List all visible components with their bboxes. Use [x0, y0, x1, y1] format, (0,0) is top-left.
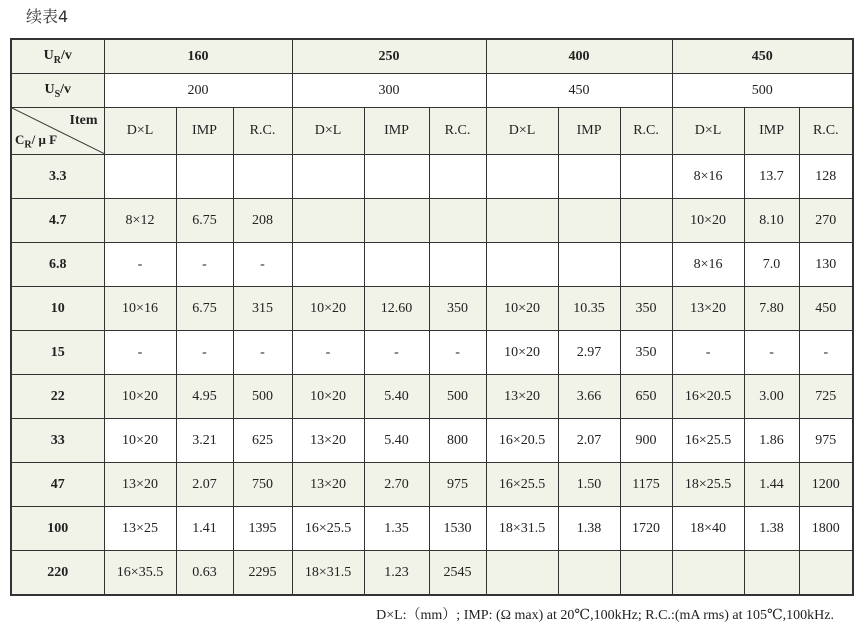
subcolumn-header: IMP: [558, 108, 620, 155]
capacitance-cell: 15: [11, 331, 104, 375]
data-cell: 2295: [233, 551, 292, 596]
subcolumn-header: R.C.: [429, 108, 486, 155]
data-cell: 500: [233, 375, 292, 419]
capacitance-cell: 220: [11, 551, 104, 596]
table-row: [11, 243, 853, 287]
data-cell: 350: [620, 331, 672, 375]
data-cell: 1175: [620, 463, 672, 507]
subcolumn-header: R.C.: [799, 108, 853, 155]
data-cell: 2.70: [364, 463, 429, 507]
item-label: Item: [69, 113, 98, 128]
data-cell: 1720: [620, 507, 672, 551]
data-cell: [176, 155, 233, 199]
data-cell: 270: [799, 199, 853, 243]
data-cell: [620, 155, 672, 199]
data-cell: -: [292, 331, 364, 375]
ur-value: 400: [486, 39, 672, 74]
data-cell: [429, 199, 486, 243]
data-cell: 16×35.5: [104, 551, 176, 596]
subcolumn-header: IMP: [176, 108, 233, 155]
data-cell: 1200: [799, 463, 853, 507]
data-cell: 8×16: [672, 243, 744, 287]
data-cell: 16×20.5: [486, 419, 558, 463]
data-cell: 500: [429, 375, 486, 419]
data-cell: [104, 155, 176, 199]
data-cell: 1395: [233, 507, 292, 551]
data-cell: [799, 551, 853, 596]
subcolumn-header: D×L: [104, 108, 176, 155]
data-cell: 350: [429, 287, 486, 331]
capacitance-cell: 100: [11, 507, 104, 551]
data-cell: 2.07: [558, 419, 620, 463]
data-cell: 0.63: [176, 551, 233, 596]
data-cell: 10×20: [486, 287, 558, 331]
data-cell: 2.07: [176, 463, 233, 507]
spec-table: [10, 38, 854, 596]
table-row: [11, 375, 853, 419]
data-cell: [620, 243, 672, 287]
data-cell: -: [176, 331, 233, 375]
capacitance-cell: 3.3: [11, 155, 104, 199]
data-cell: 2.97: [558, 331, 620, 375]
data-cell: 1.41: [176, 507, 233, 551]
us-value: 300: [292, 74, 486, 108]
data-cell: -: [233, 331, 292, 375]
data-cell: 1530: [429, 507, 486, 551]
data-cell: 7.80: [744, 287, 799, 331]
subcolumn-header: R.C.: [233, 108, 292, 155]
data-cell: 12.60: [364, 287, 429, 331]
data-cell: 16×25.5: [672, 419, 744, 463]
table-caption: 续表4: [26, 7, 69, 26]
data-cell: 800: [429, 419, 486, 463]
data-cell: 18×40: [672, 507, 744, 551]
data-cell: 975: [799, 419, 853, 463]
data-cell: 13×20: [486, 375, 558, 419]
capacitance-cell: 22: [11, 375, 104, 419]
table-row: [11, 419, 853, 463]
data-cell: [558, 199, 620, 243]
capacitance-cell: 10: [11, 287, 104, 331]
data-cell: 13×20: [292, 419, 364, 463]
data-cell: 5.40: [364, 419, 429, 463]
data-cell: 10×16: [104, 287, 176, 331]
data-cell: 5.40: [364, 375, 429, 419]
table-row: [11, 155, 853, 199]
data-cell: -: [799, 331, 853, 375]
us-value: 500: [672, 74, 853, 108]
data-cell: [364, 243, 429, 287]
data-cell: [292, 155, 364, 199]
data-cell: 975: [429, 463, 486, 507]
data-cell: -: [744, 331, 799, 375]
us-label: $U_S/v$: [11, 74, 104, 108]
data-cell: 16×25.5: [486, 463, 558, 507]
capacitance-cell: 6.8: [11, 243, 104, 287]
data-cell: -: [176, 243, 233, 287]
data-cell: [486, 243, 558, 287]
data-cell: 6.75: [176, 199, 233, 243]
data-cell: -: [233, 243, 292, 287]
data-cell: 1.35: [364, 507, 429, 551]
capacitance-cell: 33: [11, 419, 104, 463]
data-cell: 10×20: [104, 419, 176, 463]
data-cell: 350: [620, 287, 672, 331]
ur-value: 450: [672, 39, 853, 74]
data-cell: 7.0: [744, 243, 799, 287]
subcolumn-header: D×L: [486, 108, 558, 155]
data-cell: [429, 243, 486, 287]
table-row: [11, 551, 853, 596]
data-cell: 8×12: [104, 199, 176, 243]
data-cell: [744, 551, 799, 596]
data-cell: 315: [233, 287, 292, 331]
data-cell: 6.75: [176, 287, 233, 331]
data-cell: 3.21: [176, 419, 233, 463]
data-cell: 4.95: [176, 375, 233, 419]
data-cell: 10×20: [292, 287, 364, 331]
table-row: [11, 331, 853, 375]
data-cell: [364, 199, 429, 243]
table-row: [11, 507, 853, 551]
subcolumn-header: IMP: [364, 108, 429, 155]
table-row: [11, 463, 853, 507]
data-cell: 2545: [429, 551, 486, 596]
data-cell: 1.38: [744, 507, 799, 551]
data-cell: [672, 551, 744, 596]
diagonal-header-cell: [11, 108, 104, 155]
data-cell: 1800: [799, 507, 853, 551]
data-cell: [292, 243, 364, 287]
data-cell: 750: [233, 463, 292, 507]
capacitance-cell: 47: [11, 463, 104, 507]
data-cell: -: [104, 243, 176, 287]
data-cell: -: [429, 331, 486, 375]
data-cell: 13.7: [744, 155, 799, 199]
us-value: 450: [486, 74, 672, 108]
data-cell: [558, 551, 620, 596]
capacitance-cell: 4.7: [11, 199, 104, 243]
data-cell: 1.44: [744, 463, 799, 507]
data-cell: 10×20: [486, 331, 558, 375]
item-header-row: [11, 108, 853, 155]
data-cell: 13×20: [292, 463, 364, 507]
data-cell: 1.86: [744, 419, 799, 463]
data-cell: [620, 199, 672, 243]
capacitance-label: $C_R/$ μ F: [15, 132, 58, 151]
data-cell: 650: [620, 375, 672, 419]
data-cell: 1.38: [558, 507, 620, 551]
table-row: [11, 199, 853, 243]
subcolumn-header: D×L: [672, 108, 744, 155]
data-cell: 18×25.5: [672, 463, 744, 507]
data-cell: 1.23: [364, 551, 429, 596]
data-cell: 10×20: [672, 199, 744, 243]
data-cell: [558, 243, 620, 287]
data-cell: [233, 155, 292, 199]
data-cell: 8.10: [744, 199, 799, 243]
subcolumn-header: IMP: [744, 108, 799, 155]
data-cell: 13×20: [672, 287, 744, 331]
subcolumn-header: D×L: [292, 108, 364, 155]
data-cell: [558, 155, 620, 199]
us-value: 200: [104, 74, 292, 108]
data-cell: -: [104, 331, 176, 375]
data-cell: 128: [799, 155, 853, 199]
data-cell: [486, 551, 558, 596]
data-cell: 208: [233, 199, 292, 243]
data-cell: 450: [799, 287, 853, 331]
data-cell: [620, 551, 672, 596]
subcolumn-header: R.C.: [620, 108, 672, 155]
data-cell: [429, 155, 486, 199]
rated-voltage-row: [11, 39, 853, 74]
data-cell: 16×25.5: [292, 507, 364, 551]
data-cell: 3.66: [558, 375, 620, 419]
data-cell: 16×20.5: [672, 375, 744, 419]
data-cell: 900: [620, 419, 672, 463]
data-cell: 13×20: [104, 463, 176, 507]
data-cell: 10×20: [104, 375, 176, 419]
footnote: D×L:（mm）; IMP: (Ω max) at 20℃,100kHz; R.C.:(mA rms) at 105℃,100kHz.: [376, 608, 834, 623]
data-cell: -: [364, 331, 429, 375]
ur-value: 250: [292, 39, 486, 74]
data-cell: 725: [799, 375, 853, 419]
data-cell: [486, 155, 558, 199]
surge-voltage-row: [11, 74, 853, 108]
data-cell: -: [672, 331, 744, 375]
data-cell: [364, 155, 429, 199]
table-row: [11, 287, 853, 331]
data-cell: 625: [233, 419, 292, 463]
data-cell: 3.00: [744, 375, 799, 419]
data-cell: 10.35: [558, 287, 620, 331]
data-cell: 1.50: [558, 463, 620, 507]
data-cell: 18×31.5: [292, 551, 364, 596]
data-cell: 8×16: [672, 155, 744, 199]
data-cell: [292, 199, 364, 243]
data-cell: 10×20: [292, 375, 364, 419]
data-cell: 18×31.5: [486, 507, 558, 551]
data-cell: [486, 199, 558, 243]
ur-value: 160: [104, 39, 292, 74]
data-cell: 130: [799, 243, 853, 287]
data-cell: 13×25: [104, 507, 176, 551]
ur-label: $U_R/v$: [11, 39, 104, 74]
